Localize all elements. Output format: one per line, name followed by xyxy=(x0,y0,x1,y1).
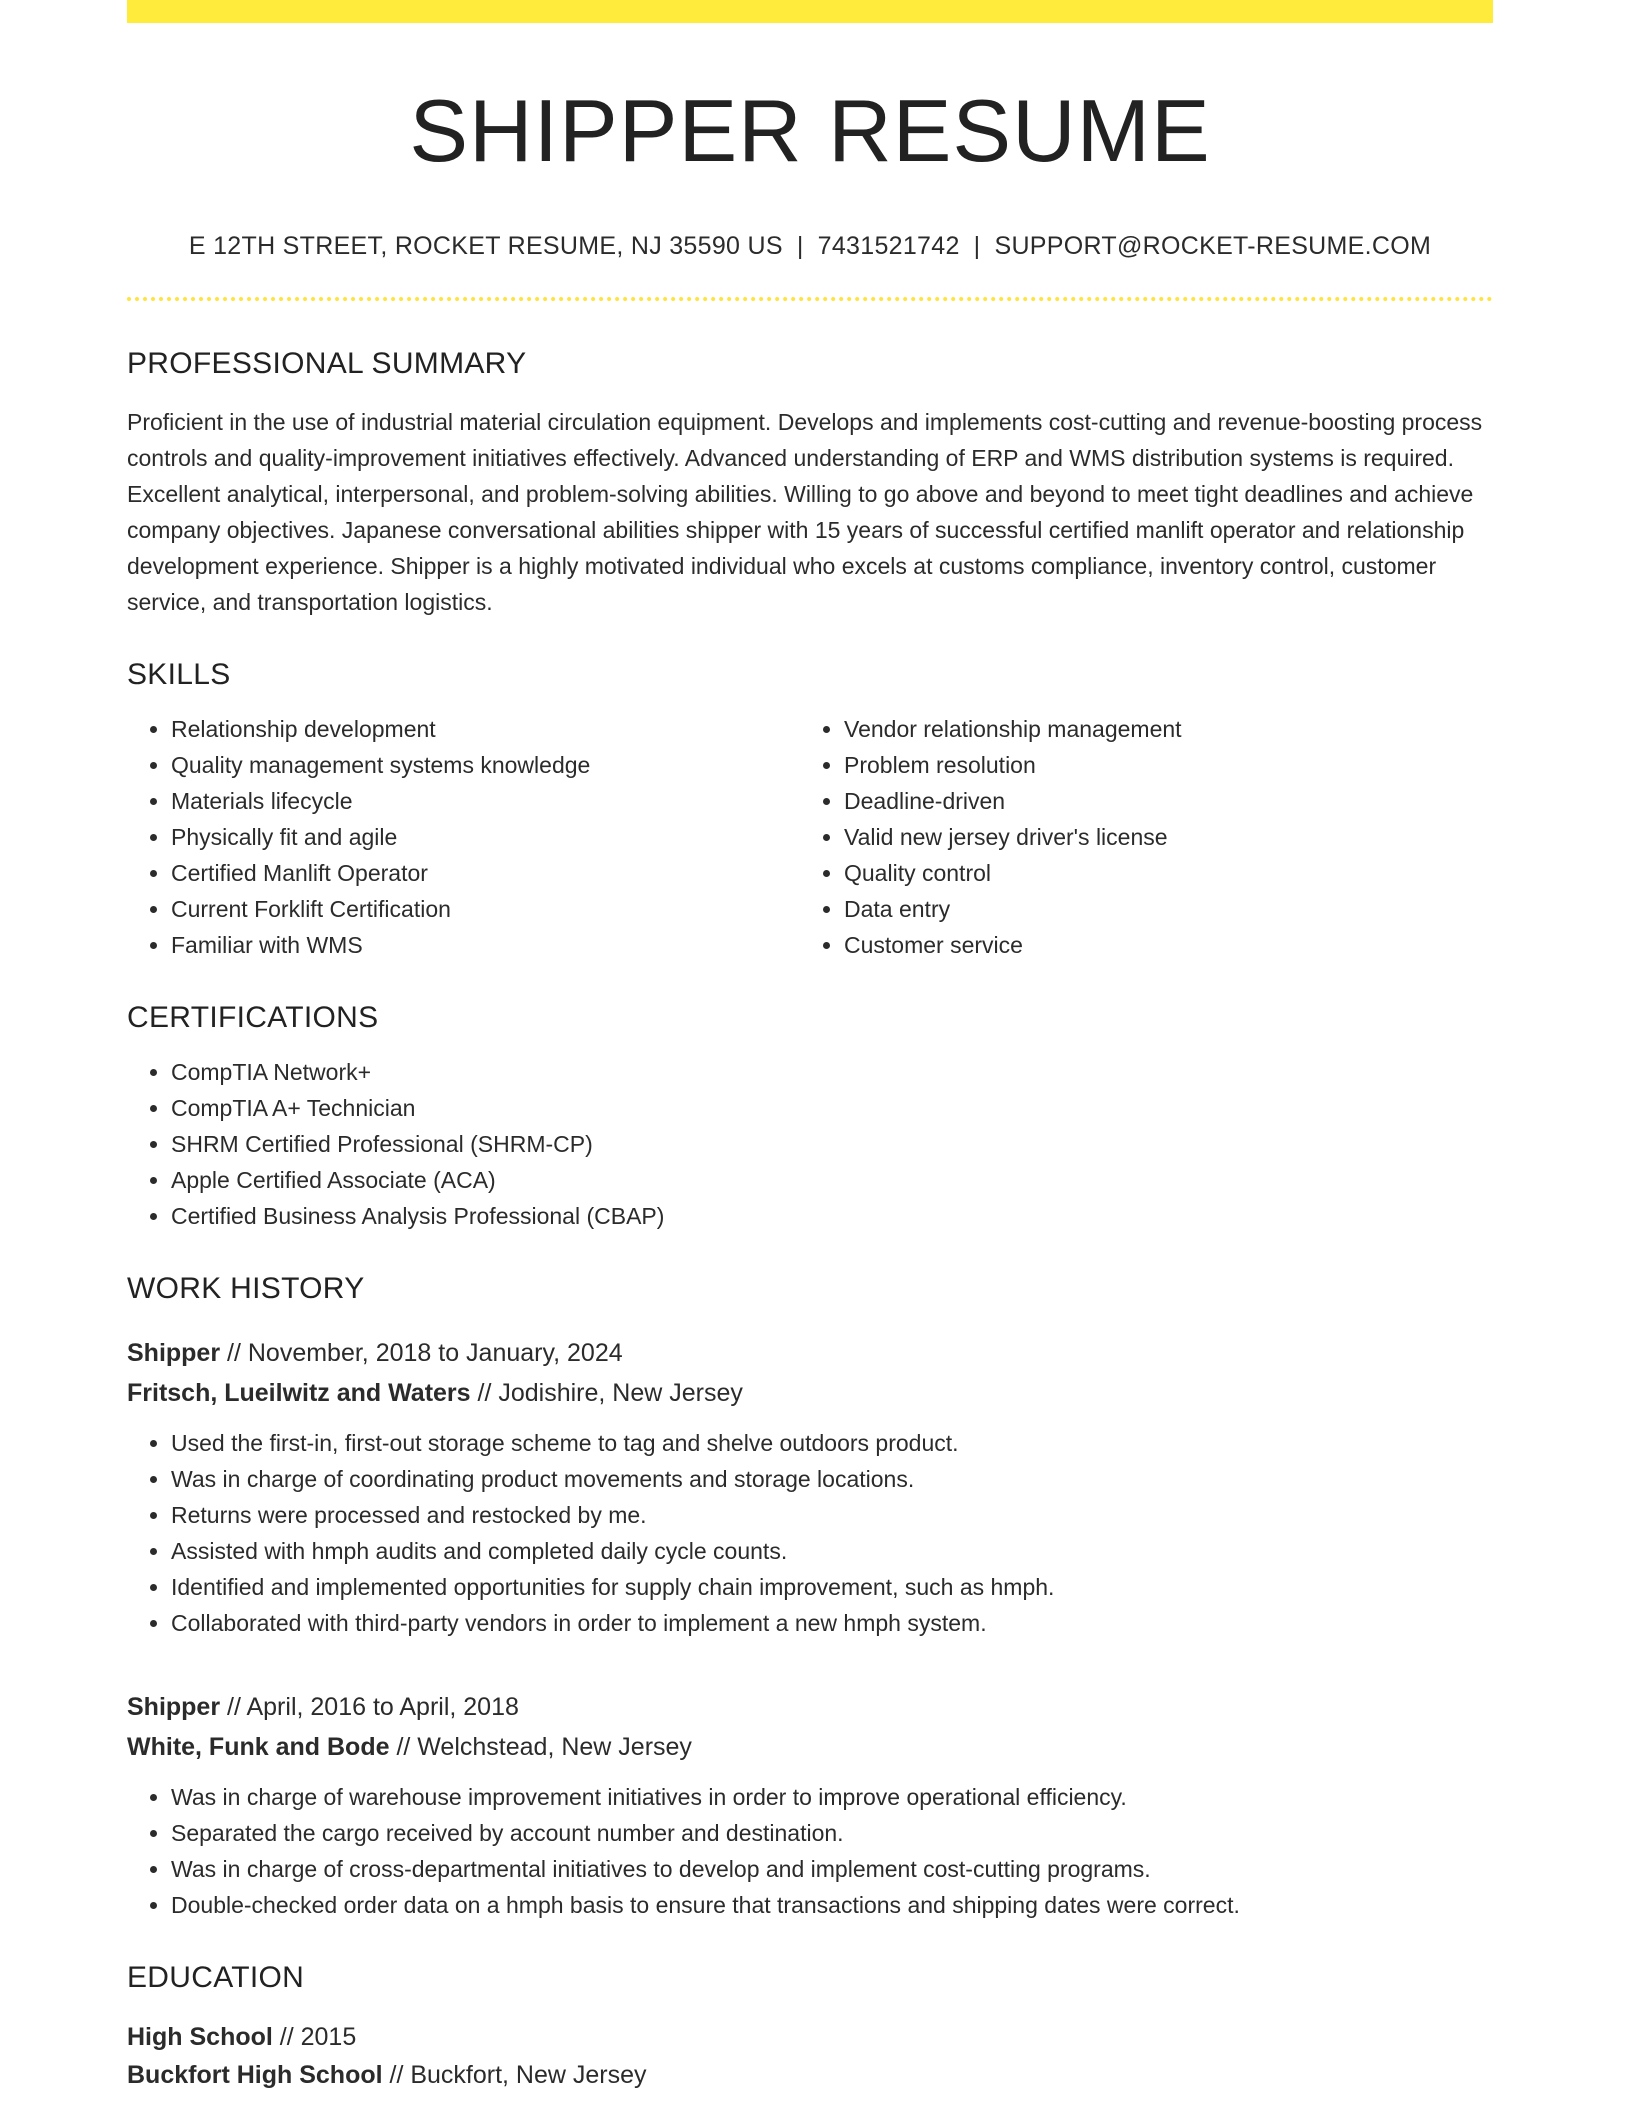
contact-email: SUPPORT@ROCKET-RESUME.COM xyxy=(994,231,1432,260)
certifications-list xyxy=(127,1054,1493,1234)
job-bullets xyxy=(127,1779,1493,1923)
job-company: Fritsch, Lueilwitz and Waters xyxy=(127,1378,471,1407)
certification-item: • CompTIA A+ Technician xyxy=(171,1090,1493,1126)
skill-item: • Physically fit and agile xyxy=(171,819,800,855)
contact-separator: | xyxy=(973,231,981,260)
job-company: White, Funk and Bode xyxy=(127,1732,390,1761)
skill-item: • Relationship development xyxy=(171,711,800,747)
job-location: // Welchstead, New Jersey xyxy=(389,1732,692,1761)
resume-page xyxy=(127,0,1493,2094)
job-bullet: • Was in charge of coordinating product movements and storage locations. xyxy=(171,1461,1493,1497)
job-bullets xyxy=(127,1425,1493,1641)
skill-item: • Problem resolution xyxy=(844,747,1473,783)
skill-item: • Familiar with WMS xyxy=(171,927,800,963)
job-bullet: • Collaborated with third-party vendors in order to implement a new hmph system. xyxy=(171,1605,1493,1641)
job-location: // Jodishire, New Jersey xyxy=(470,1378,743,1407)
job-title: Shipper xyxy=(127,1692,221,1721)
contact-phone: 7431521742 xyxy=(817,231,960,260)
skills-grid xyxy=(127,711,1493,963)
education-entry xyxy=(127,2018,1493,2094)
job-entry xyxy=(127,1687,1493,1923)
header-divider xyxy=(127,297,1493,301)
job-bullet: • Was in charge of warehouse improvement initiatives in order to improve operational efficiency. xyxy=(171,1779,1493,1815)
skill-item: • Vendor relationship management xyxy=(844,711,1473,747)
skills-list-right xyxy=(800,711,1473,963)
education-location: // Buckfort, New Jersey xyxy=(382,2060,647,2089)
certification-item: • SHRM Certified Professional (SHRM-CP) xyxy=(171,1126,1493,1162)
skills-heading: SKILLS xyxy=(127,657,231,691)
job-bullet: • Was in charge of cross-departmental initiatives to develop and implement cost-cutting programs. xyxy=(171,1851,1493,1887)
job-bullet: • Double-checked order data on a hmph basis to ensure that transactions and shipping dates were correct. xyxy=(171,1887,1493,1923)
skill-item: • Data entry xyxy=(844,891,1473,927)
contact-address: E 12TH STREET, ROCKET RESUME, NJ 35590 US xyxy=(188,231,783,260)
skill-item: • Deadline-driven xyxy=(844,783,1473,819)
education-degree-line xyxy=(127,2018,1493,2056)
skill-item: • Customer service xyxy=(844,927,1473,963)
skill-item: • Quality management systems knowledge xyxy=(171,747,800,783)
job-title: Shipper xyxy=(127,1338,221,1367)
certifications-heading: CERTIFICATIONS xyxy=(127,1000,379,1034)
certification-item: • Apple Certified Associate (ACA) xyxy=(171,1162,1493,1198)
contact-line xyxy=(127,232,1493,261)
skill-item: • Materials lifecycle xyxy=(171,783,800,819)
job-entry xyxy=(127,1333,1493,1641)
skill-item: • Quality control xyxy=(844,855,1473,891)
skill-item: • Certified Manlift Operator xyxy=(171,855,800,891)
education-heading: EDUCATION xyxy=(127,1960,305,1994)
job-dates: // April, 2016 to April, 2018 xyxy=(220,1692,519,1721)
job-title-line xyxy=(127,1333,1493,1373)
education-year: // 2015 xyxy=(272,2022,357,2051)
work-history-heading: WORK HISTORY xyxy=(127,1271,365,1305)
skills-list-left xyxy=(127,711,800,963)
education-school: Buckfort High School xyxy=(127,2060,383,2089)
education-degree: High School xyxy=(127,2022,273,2051)
summary-heading: PROFESSIONAL SUMMARY xyxy=(127,346,527,380)
job-bullet: • Returns were processed and restocked by me. xyxy=(171,1497,1493,1533)
skill-item: • Current Forklift Certification xyxy=(171,891,800,927)
job-bullet: • Identified and implemented opportunities for supply chain improvement, such as hmph. xyxy=(171,1569,1493,1605)
job-dates: // November, 2018 to January, 2024 xyxy=(220,1338,623,1367)
job-bullet: • Separated the cargo received by account number and destination. xyxy=(171,1815,1493,1851)
education-school-line xyxy=(127,2056,1493,2094)
job-title-line xyxy=(127,1687,1493,1727)
certification-item: • CompTIA Network+ xyxy=(171,1054,1493,1090)
job-company-line xyxy=(127,1373,1493,1413)
certification-item: • Certified Business Analysis Professional (CBAP) xyxy=(171,1198,1493,1234)
summary-text: Proficient in the use of industrial material circulation equipment. Develops and implements cost-cutting and revenue-boosting process controls and quality-improvement initiatives effectively. Advanced understanding of ERP and WMS distribution systems is required. Excellent analytical, interpersonal, and problem-solving abilities. Willing to go above and beyond to meet tight deadlines and achieve company objectives. Japanese conversational abilities shipper with 15 years of successful certified manlift operator and relationship development experience. Shipper is a highly motivated individual who excels at customs compliance, inventory control, customer service, and transportation logistics. xyxy=(127,408,1483,615)
job-bullet: • Assisted with hmph audits and completed daily cycle counts. xyxy=(171,1533,1493,1569)
resume-title: SHIPPER RESUME xyxy=(409,81,1211,180)
skill-item: • Valid new jersey driver's license xyxy=(844,819,1473,855)
job-company-line xyxy=(127,1727,1493,1767)
job-bullet: • Used the first-in, first-out storage scheme to tag and shelve outdoors product. xyxy=(171,1425,1493,1461)
contact-separator: | xyxy=(796,231,804,260)
top-accent-bar xyxy=(127,0,1493,23)
